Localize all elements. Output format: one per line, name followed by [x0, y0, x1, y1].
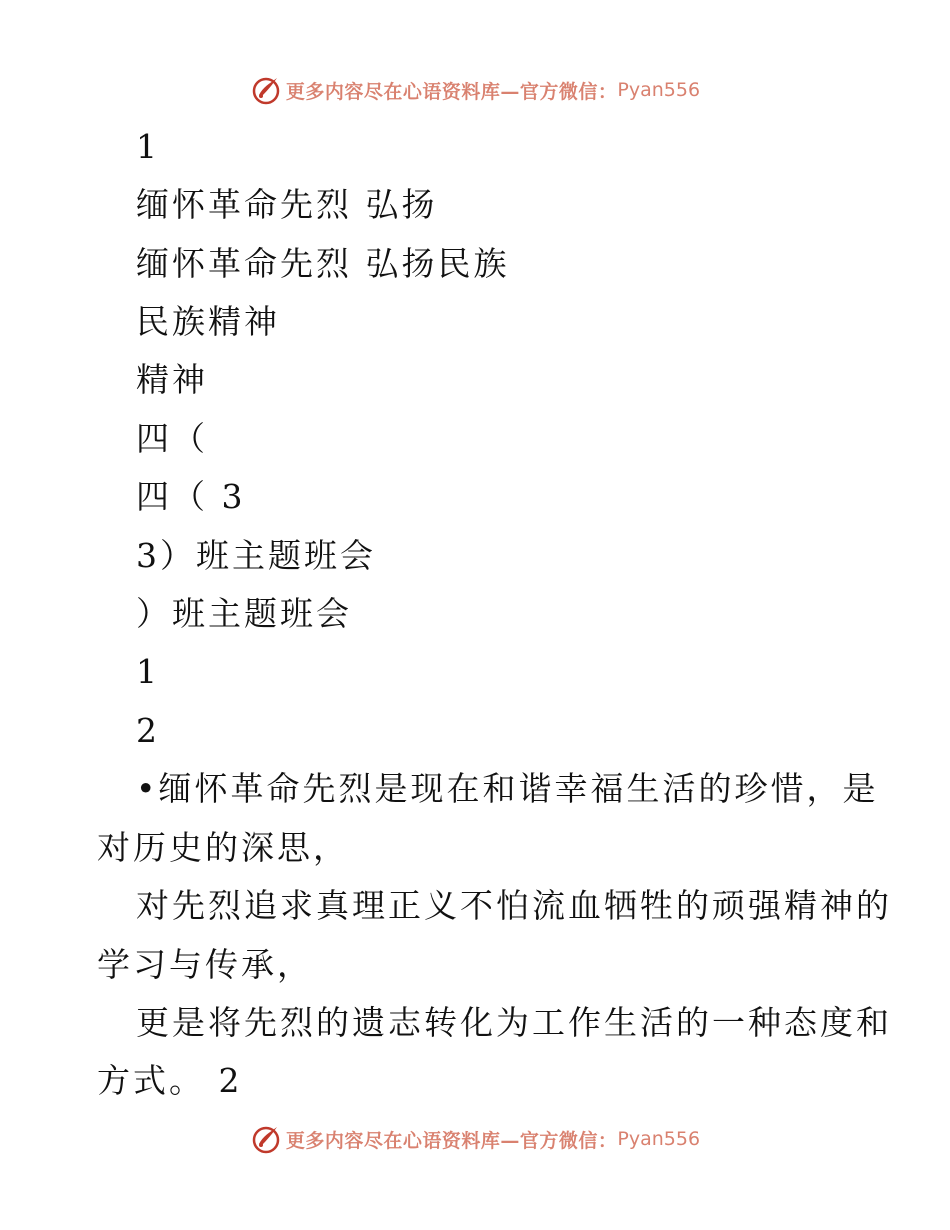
text-line: 1: [136, 127, 160, 166]
text-line: 更是将先烈的遗志转化为工作生活的一种态度和: [136, 1003, 892, 1042]
text-line: 对历史的深思，: [97, 828, 349, 867]
watermark-wechat: Pyan556: [617, 79, 701, 101]
text-line: 精神: [136, 360, 208, 399]
watermark-text: 更多内容尽在心语资料库—官方微信：: [285, 1129, 618, 1152]
text-line: 学习与传承，: [97, 945, 313, 984]
brush-logo-icon: [250, 74, 282, 106]
text-line: 3）班主题班会: [136, 536, 376, 575]
text-line: 缅怀革命先烈 弘扬民族: [136, 244, 510, 283]
text-line: 方式。 2: [97, 1061, 243, 1100]
watermark-banner-top: [0, 70, 950, 110]
text-line: 1: [136, 652, 160, 691]
brush-logo-icon: [250, 1123, 282, 1155]
text-line: •缅怀革命先烈是现在和谐幸福生活的珍惜，是: [136, 769, 879, 808]
text-line: ）班主题班会: [136, 594, 352, 633]
text-line: 2: [136, 711, 160, 750]
watermark-banner-bottom: [0, 1119, 950, 1159]
text-line: 民族精神: [136, 302, 280, 341]
text-line: 四（ 3: [136, 477, 246, 516]
text-line: 对先烈追求真理正义不怕流血牺牲的顽强精神的: [136, 886, 892, 925]
watermark-wechat: Pyan556: [617, 1128, 701, 1150]
watermark-text: 更多内容尽在心语资料库—官方微信：: [285, 80, 618, 103]
text-line: 缅怀革命先烈 弘扬: [136, 185, 438, 224]
text-line: 四（: [136, 419, 208, 458]
